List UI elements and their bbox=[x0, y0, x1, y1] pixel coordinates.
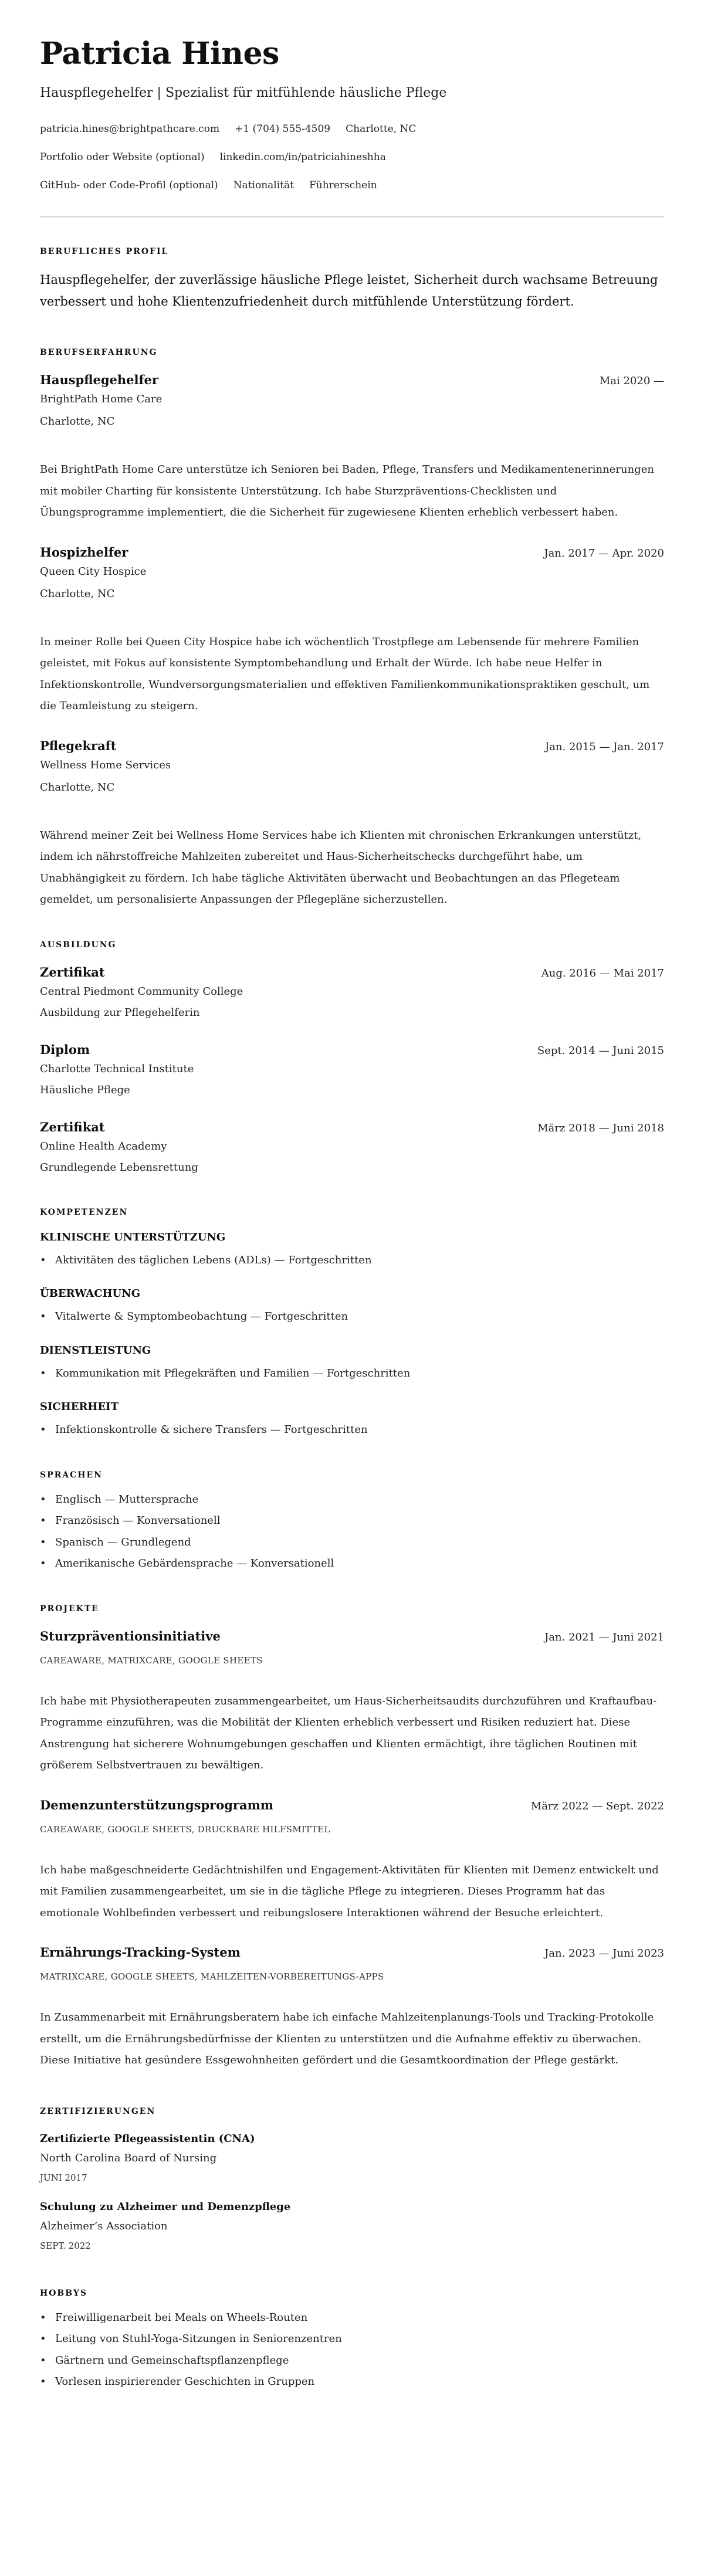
entry-header bbox=[40, 737, 664, 755]
school-name: Charlotte Technical Institute bbox=[40, 1062, 194, 1075]
drivers-license: Führerschein bbox=[309, 179, 377, 191]
project-title: Demenzunterstützungsprogramm bbox=[40, 1797, 274, 1812]
certification-entry bbox=[40, 2130, 664, 2187]
entry-header bbox=[40, 1041, 664, 1059]
skill-group-title: SICHERHEIT bbox=[40, 1401, 119, 1413]
email-link[interactable]: patricia.hines@brightpathcare.com bbox=[40, 123, 220, 135]
language-item: • Englisch — Muttersprache bbox=[40, 1489, 664, 1511]
skill-group bbox=[40, 1285, 664, 1328]
project-entry bbox=[40, 1797, 664, 1924]
candidate-name: Patricia Hines bbox=[40, 36, 279, 72]
project-title: Sturzpräventionsinitiative bbox=[40, 1628, 221, 1643]
skill-list bbox=[40, 1306, 664, 1328]
entry-header bbox=[40, 1118, 664, 1136]
job-title: Pflegekraft bbox=[40, 738, 117, 753]
project-dates: Jan. 2021 — Juni 2021 bbox=[544, 1631, 664, 1643]
skill-group bbox=[40, 1398, 664, 1441]
languages-section bbox=[40, 1469, 664, 1575]
experience-entry bbox=[40, 371, 664, 524]
education-dates: März 2018 — Juni 2018 bbox=[537, 1121, 664, 1134]
project-dates: Jan. 2023 — Juni 2023 bbox=[544, 1947, 664, 1960]
contact-row bbox=[40, 115, 664, 143]
skill-item: • Aktivitäten des täglichen Lebens (ADLs) — Fortgeschritten bbox=[40, 1250, 664, 1272]
job-title: Hospizhelfer bbox=[40, 544, 128, 560]
headline: Hauspflegehelfer | Spezialist für mitfühlende häusliche Pflege bbox=[40, 86, 447, 100]
project-tech-stack: MATRIXCARE, GOOGLE SHEETS, MAHLZEITEN-VORBEREITUNGS-APPS bbox=[40, 1971, 384, 1982]
certification-date: SEPT. 2022 bbox=[40, 2240, 91, 2251]
experience-section bbox=[40, 347, 664, 911]
certification-entry bbox=[40, 2198, 664, 2255]
entry-header bbox=[40, 1628, 664, 1645]
job-dates: Jan. 2015 — Jan. 2017 bbox=[544, 740, 664, 753]
job-location: Charlotte, NC bbox=[40, 587, 115, 600]
hobby-item: • Gärtnern und Gemeinschaftspflanzenpflege bbox=[40, 2350, 664, 2372]
language-item: • Französisch — Konversationell bbox=[40, 1510, 664, 1532]
language-item: • Spanisch — Grundlegend bbox=[40, 1532, 664, 1554]
project-tech-stack: CAREAWARE, GOOGLE SHEETS, DRUCKBARE HILFSMITTEL bbox=[40, 1823, 330, 1835]
skills-section bbox=[40, 1206, 664, 1441]
skill-list bbox=[40, 1250, 664, 1272]
skill-group bbox=[40, 1342, 664, 1385]
entry-header bbox=[40, 964, 664, 981]
section-heading: ZERTIFIZIERUNGEN bbox=[40, 2106, 156, 2116]
project-description: In Zusammenarbeit mit Ernährungsberatern habe ich einfache Mahlzeitenplanungs-Tools und Tracking-Protokolle erstellt, um die Ernährungsbedürfnisse der Klienten zu unterstützen und die Aufnahme effektiv zu überwachen. Diese Initiative hat gesündere Essgewohnheiten gefördert und die Gesamtkoordination der Pflege gestärkt. bbox=[40, 2011, 654, 2066]
skill-item: • Infektionskontrolle & sichere Transfers — Fortgeschritten bbox=[40, 1419, 664, 1441]
github-link[interactable]: GitHub- oder Code-Profil (optional) bbox=[40, 179, 218, 191]
skill-list bbox=[40, 1419, 664, 1441]
project-entry bbox=[40, 1944, 664, 2072]
portfolio-link[interactable]: Portfolio oder Website (optional) bbox=[40, 151, 205, 163]
profile-section bbox=[40, 246, 664, 313]
job-dates: Jan. 2017 — Apr. 2020 bbox=[544, 547, 664, 560]
hobbies-section bbox=[40, 2287, 664, 2393]
project-entry bbox=[40, 1628, 664, 1777]
section-heading: SPRACHEN bbox=[40, 1470, 103, 1480]
hobby-item: • Freiwilligenarbeit bei Meals on Wheels-Routen bbox=[40, 2307, 664, 2329]
phone: +1 (704) 555-4509 bbox=[235, 123, 331, 135]
section-heading: HOBBYS bbox=[40, 2288, 87, 2298]
job-description: Während meiner Zeit bei Wellness Home Services habe ich Klienten mit chronischen Erkrankungen unterstützt, indem ich nährstoffreiche Mahlzeiten zubereitet und Haus-Sicherheitschecks durchgeführt habe, um Unabhängigkeit zu fördern. Ich habe tägliche Aktivitäten überwacht und Beobachtungen an das Pflegeteam gemeldet, um personalisierte Anpassungen der Pflegepläne sicherzustellen. bbox=[40, 829, 642, 906]
hobby-item: • Leitung von Stuhl-Yoga-Sitzungen in Seniorenzentren bbox=[40, 2328, 664, 2350]
skill-group-title: ÜBERWACHUNG bbox=[40, 1287, 141, 1300]
education-entry bbox=[40, 964, 664, 1023]
company-name: BrightPath Home Care bbox=[40, 393, 163, 405]
location: Charlotte, NC bbox=[346, 123, 417, 135]
company-name: Queen City Hospice bbox=[40, 565, 147, 578]
degree: Diplom bbox=[40, 1042, 90, 1057]
certification-date: JUNI 2017 bbox=[40, 2172, 87, 2183]
section-heading: AUSBILDUNG bbox=[40, 940, 117, 950]
job-description: In meiner Rolle bei Queen City Hospice habe ich wöchentlich Trostpflege am Lebensende für mehrere Familien geleistet, mit Fokus auf konsistente Symptombehandlung und Erhalt der Würde. Ich habe neue Helfer in Infektionskontrolle, Wundversorgungsmaterialien und effektiven Familienkommunikationspraktiken geschult, um die Teamleistung zu steigern. bbox=[40, 635, 650, 712]
experience-entry bbox=[40, 544, 664, 717]
certification-title: Zertifizierte Pflegeassistentin (CNA) bbox=[40, 2132, 255, 2145]
school-name: Online Health Academy bbox=[40, 1140, 167, 1153]
linkedin-link[interactable]: linkedin.com/in/patriciahineshha bbox=[219, 151, 386, 163]
education-dates: Sept. 2014 — Juni 2015 bbox=[537, 1044, 664, 1057]
entry-header bbox=[40, 1944, 664, 1961]
job-dates: Mai 2020 — bbox=[599, 375, 664, 387]
skill-item: • Kommunikation mit Pflegekräften und Familien — Fortgeschritten bbox=[40, 1363, 664, 1385]
profile-summary: Hauspflegehelfer, der zuverlässige häusliche Pflege leistet, Sicherheit durch wachsame Betreuung verbessert und hohe Klientenzufriedenheit durch mitfühlende Unterstützung fördert. bbox=[40, 273, 658, 309]
education-entry bbox=[40, 1041, 664, 1101]
job-location: Charlotte, NC bbox=[40, 415, 115, 428]
resume-header bbox=[40, 36, 664, 199]
company-name: Wellness Home Services bbox=[40, 758, 171, 771]
hobby-item: • Vorlesen inspirierender Geschichten in Gruppen bbox=[40, 2371, 664, 2393]
school-name: Central Piedmont Community College bbox=[40, 985, 243, 998]
section-heading: BERUFSERFAHRUNG bbox=[40, 348, 158, 357]
education-dates: Aug. 2016 — Mai 2017 bbox=[541, 967, 664, 979]
contact-row bbox=[40, 171, 664, 199]
job-title: Hauspflegehelfer bbox=[40, 372, 158, 387]
certifications-section bbox=[40, 2106, 664, 2255]
degree: Zertifikat bbox=[40, 964, 105, 979]
skill-group bbox=[40, 1229, 664, 1272]
contact-row bbox=[40, 143, 664, 171]
section-heading: BERUFLICHES PROFIL bbox=[40, 247, 169, 256]
entry-header bbox=[40, 1797, 664, 1814]
job-description: Bei BrightPath Home Care unterstütze ich Senioren bei Baden, Pflege, Transfers und Medikamentenerinnerungen mit mobiler Charting für konsistente Unterstützung. Ich habe Sturzpräventions-Checklisten und Übungsprogramme implementiert, die die Sicherheit für zugewiesene Klienten erheblich verbessert haben. bbox=[40, 463, 654, 518]
section-heading: PROJEKTE bbox=[40, 1604, 99, 1614]
section-heading: KOMPETENZEN bbox=[40, 1207, 128, 1217]
header-divider bbox=[40, 216, 664, 218]
field-of-study: Häusliche Pflege bbox=[40, 1083, 130, 1096]
nationality: Nationalität bbox=[233, 179, 294, 191]
project-dates: März 2022 — Sept. 2022 bbox=[530, 1799, 664, 1812]
skill-group-title: DIENSTLEISTUNG bbox=[40, 1344, 151, 1357]
entry-header bbox=[40, 371, 664, 389]
experience-entry bbox=[40, 737, 664, 911]
field-of-study: Ausbildung zur Pflegehelferin bbox=[40, 1006, 200, 1019]
job-location: Charlotte, NC bbox=[40, 781, 115, 794]
education-section bbox=[40, 939, 664, 1178]
skill-item: • Vitalwerte & Symptombeobachtung — Fortgeschritten bbox=[40, 1306, 664, 1328]
certification-title: Schulung zu Alzheimer und Demenzpflege bbox=[40, 2200, 291, 2213]
degree: Zertifikat bbox=[40, 1119, 105, 1134]
contact-info bbox=[40, 115, 664, 199]
entry-header bbox=[40, 544, 664, 561]
certification-issuer: Alzheimer’s Association bbox=[40, 2219, 168, 2232]
skill-list bbox=[40, 1363, 664, 1385]
education-entry bbox=[40, 1118, 664, 1178]
field-of-study: Grundlegende Lebensrettung bbox=[40, 1161, 198, 1174]
project-description: Ich habe mit Physiotherapeuten zusammengearbeitet, um Haus-Sicherheitsaudits durchzuführen und Kraftaufbau-Programme einzuführen, was die Mobilität der Klienten erheblich verbessert und Risiken reduziert hat. Diese Anstrengung hat sicherere Wohnumgebungen geschaffen und Klienten ermächtigt, ihre täglichen Routinen mit größerem Selbstvertrauen zu bewältigen. bbox=[40, 1694, 657, 1771]
projects-section bbox=[40, 1603, 664, 2072]
project-description: Ich habe maßgeschneiderte Gedächtnishilfen und Engagement-Aktivitäten für Klienten mit Demenz entwickelt und mit Familien zusammengearbeitet, um sie in die tägliche Pflege zu integrieren. Dieses Programm hat das emotionale Wohlbefinden verbessert und reibungslosere Interaktionen während der Besuche erleichtert. bbox=[40, 1863, 659, 1919]
project-title: Ernährungs-Tracking-System bbox=[40, 1945, 241, 1960]
language-item: • Amerikanische Gebärdensprache — Konversationell bbox=[40, 1553, 664, 1575]
project-tech-stack: CAREAWARE, MATRIXCARE, GOOGLE SHEETS bbox=[40, 1655, 263, 1666]
skill-group-title: KLINISCHE UNTERSTÜTZUNG bbox=[40, 1231, 226, 1243]
certification-issuer: North Carolina Board of Nursing bbox=[40, 2151, 217, 2164]
